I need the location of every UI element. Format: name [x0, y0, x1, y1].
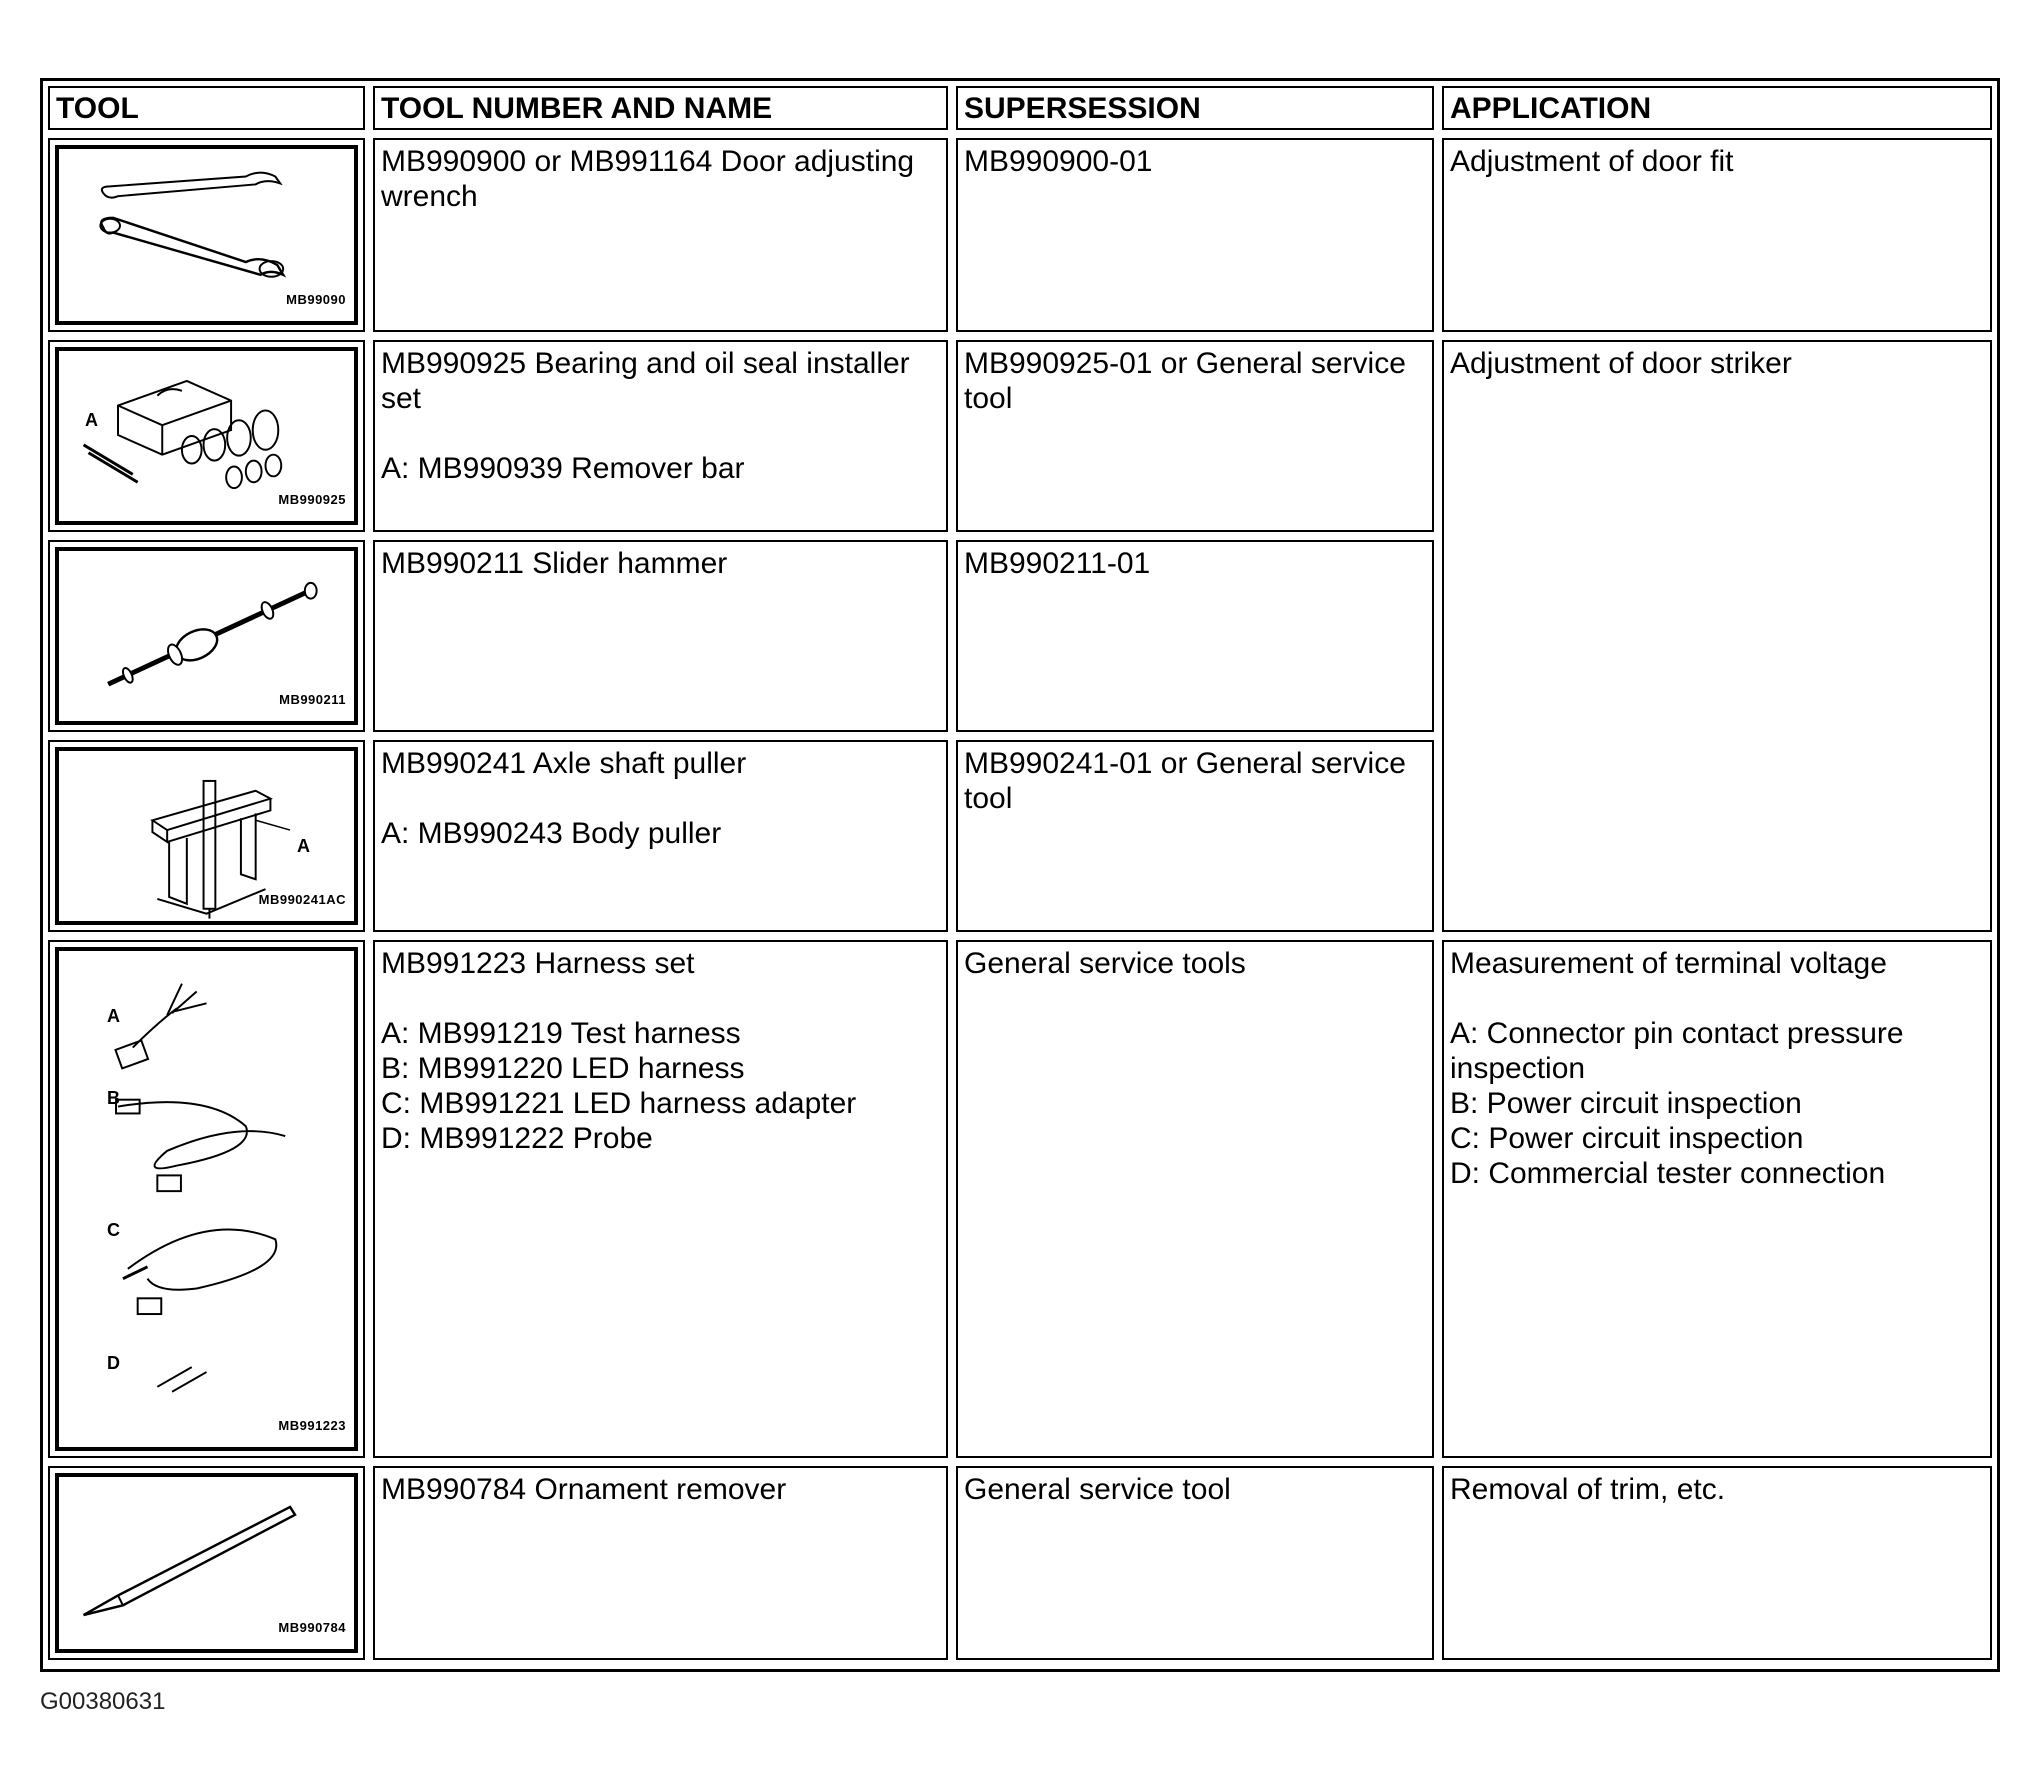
tool-name-cell: MB990925 Bearing and oil seal installer set A: MB990939 Remover bar [373, 340, 948, 532]
tool-image-door-adjusting-wrench [48, 138, 365, 332]
supersession-cell: MB990900-01 [956, 138, 1434, 332]
supersession-cell: General service tools [956, 940, 1434, 1458]
figure-id: G00380631 [40, 1688, 166, 1715]
image-label-c: C [107, 1220, 120, 1240]
application-cell: Adjustment of door fit [1442, 138, 1992, 332]
image-label-a: A [107, 1006, 120, 1026]
header-application: APPLICATION [1442, 86, 1992, 130]
tool-name-cell: MB991223 Harness set A: MB991219 Test harness B: MB991220 LED harness C: MB991221 LED harness adapter D: MB991222 Probe [373, 940, 948, 1458]
tool-image-code: MB990925 [278, 492, 346, 507]
tool-name-cell: MB990784 Ornament remover [373, 1466, 948, 1660]
tool-image-code: MB990211 [279, 692, 346, 707]
tool-name-cell: MB990211 Slider hammer [373, 540, 948, 732]
tool-image-ornament-remover [48, 1466, 365, 1660]
image-label-a: A [85, 410, 98, 430]
application-cell-merged: Adjustment of door striker [1442, 340, 1992, 932]
image-label-d: D [107, 1353, 120, 1373]
supersession-cell: MB990925-01 or General service tool [956, 340, 1434, 532]
header-tool-number-and-name: TOOL NUMBER AND NAME [373, 86, 948, 130]
image-label-b: B [107, 1088, 120, 1108]
header-supersession: SUPERSESSION [956, 86, 1434, 130]
tool-image-code: MB99090 [286, 292, 346, 307]
tool-image-code: MB990784 [278, 1620, 346, 1635]
tool-image-code: MB991223 [278, 1418, 346, 1433]
header-tool: TOOL [48, 86, 365, 130]
tool-name-cell: MB990900 or MB991164 Door adjusting wrench [373, 138, 948, 332]
tool-image-slider-hammer [48, 540, 365, 732]
harness-set-illustration [59, 951, 354, 1447]
supersession-cell: MB990241-01 or General service tool [956, 740, 1434, 932]
supersession-cell: General service tool [956, 1466, 1434, 1660]
tool-image-harness-set [48, 940, 365, 1458]
tool-name-cell: MB990241 Axle shaft puller A: MB990243 Body puller [373, 740, 948, 932]
tool-image-bearing-installer-set [48, 340, 365, 532]
tool-image-code: MB990241AC [258, 892, 346, 907]
supersession-cell: MB990211-01 [956, 540, 1434, 732]
application-cell: Removal of trim, etc. [1442, 1466, 1992, 1660]
tool-image-axle-shaft-puller [48, 740, 365, 932]
image-label-a: A [297, 836, 310, 856]
application-cell: Measurement of terminal voltage A: Connector pin contact pressure inspection B: Power circuit inspection C: Power circuit inspection D: Commercial tester connection [1442, 940, 1992, 1458]
